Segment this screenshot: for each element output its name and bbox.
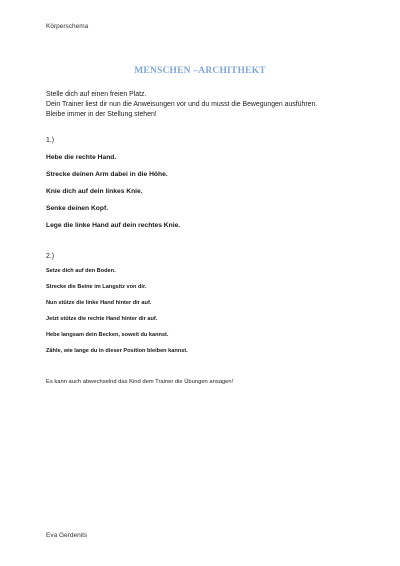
intro-line: Bleibe immer in der Stellung stehen!	[46, 111, 157, 118]
intro-line: Stelle dich auf einen freien Platz.	[46, 91, 147, 98]
document-title: MENSCHEN –ARCHITHEKT	[134, 66, 266, 76]
section-number: 2.)	[46, 253, 55, 260]
exercise-step: Zähle, wie lange du in dieser Position bleiben kannst.	[46, 348, 188, 354]
section-number: 1.)	[46, 137, 55, 144]
exercise-step: Senke deinen Kopf.	[46, 205, 109, 212]
closing-note: Es kann auch abwechselnd das Kind dem Trainer die Übungen ansagen!	[46, 379, 234, 385]
exercise-step: Strecke deinen Arm dabei in die Höhe.	[46, 171, 168, 178]
exercise-step: Hebe die rechte Hand.	[46, 154, 117, 161]
page-footer: Eva Gerdenits	[46, 532, 88, 539]
exercise-section-2	[46, 253, 376, 363]
intro-paragraph	[46, 90, 376, 120]
exercise-step: Nun stütze die linke Hand hinter dir auf.	[46, 300, 152, 306]
intro-line: Dein Trainer liest dir nun die Anweisungen vor und du musst die Bewegungen ausführen.	[46, 101, 318, 108]
exercise-step: Setze dich auf den Boden.	[46, 268, 116, 274]
exercise-step: Knie dich auf dein linkes Knie.	[46, 188, 143, 195]
page-header: Körperschema	[46, 23, 89, 30]
exercise-step: Jetzt stütze die rechte Hand hinter dir auf.	[46, 316, 158, 322]
exercise-step: Lege die linke Hand auf dein rechtes Knie.	[46, 222, 181, 229]
exercise-step: Hebe langsam dein Becken, soweit du kannst.	[46, 332, 169, 338]
exercise-step: Strecke die Beine im Langsitz von dir.	[46, 284, 147, 290]
exercise-section-1	[46, 137, 376, 237]
